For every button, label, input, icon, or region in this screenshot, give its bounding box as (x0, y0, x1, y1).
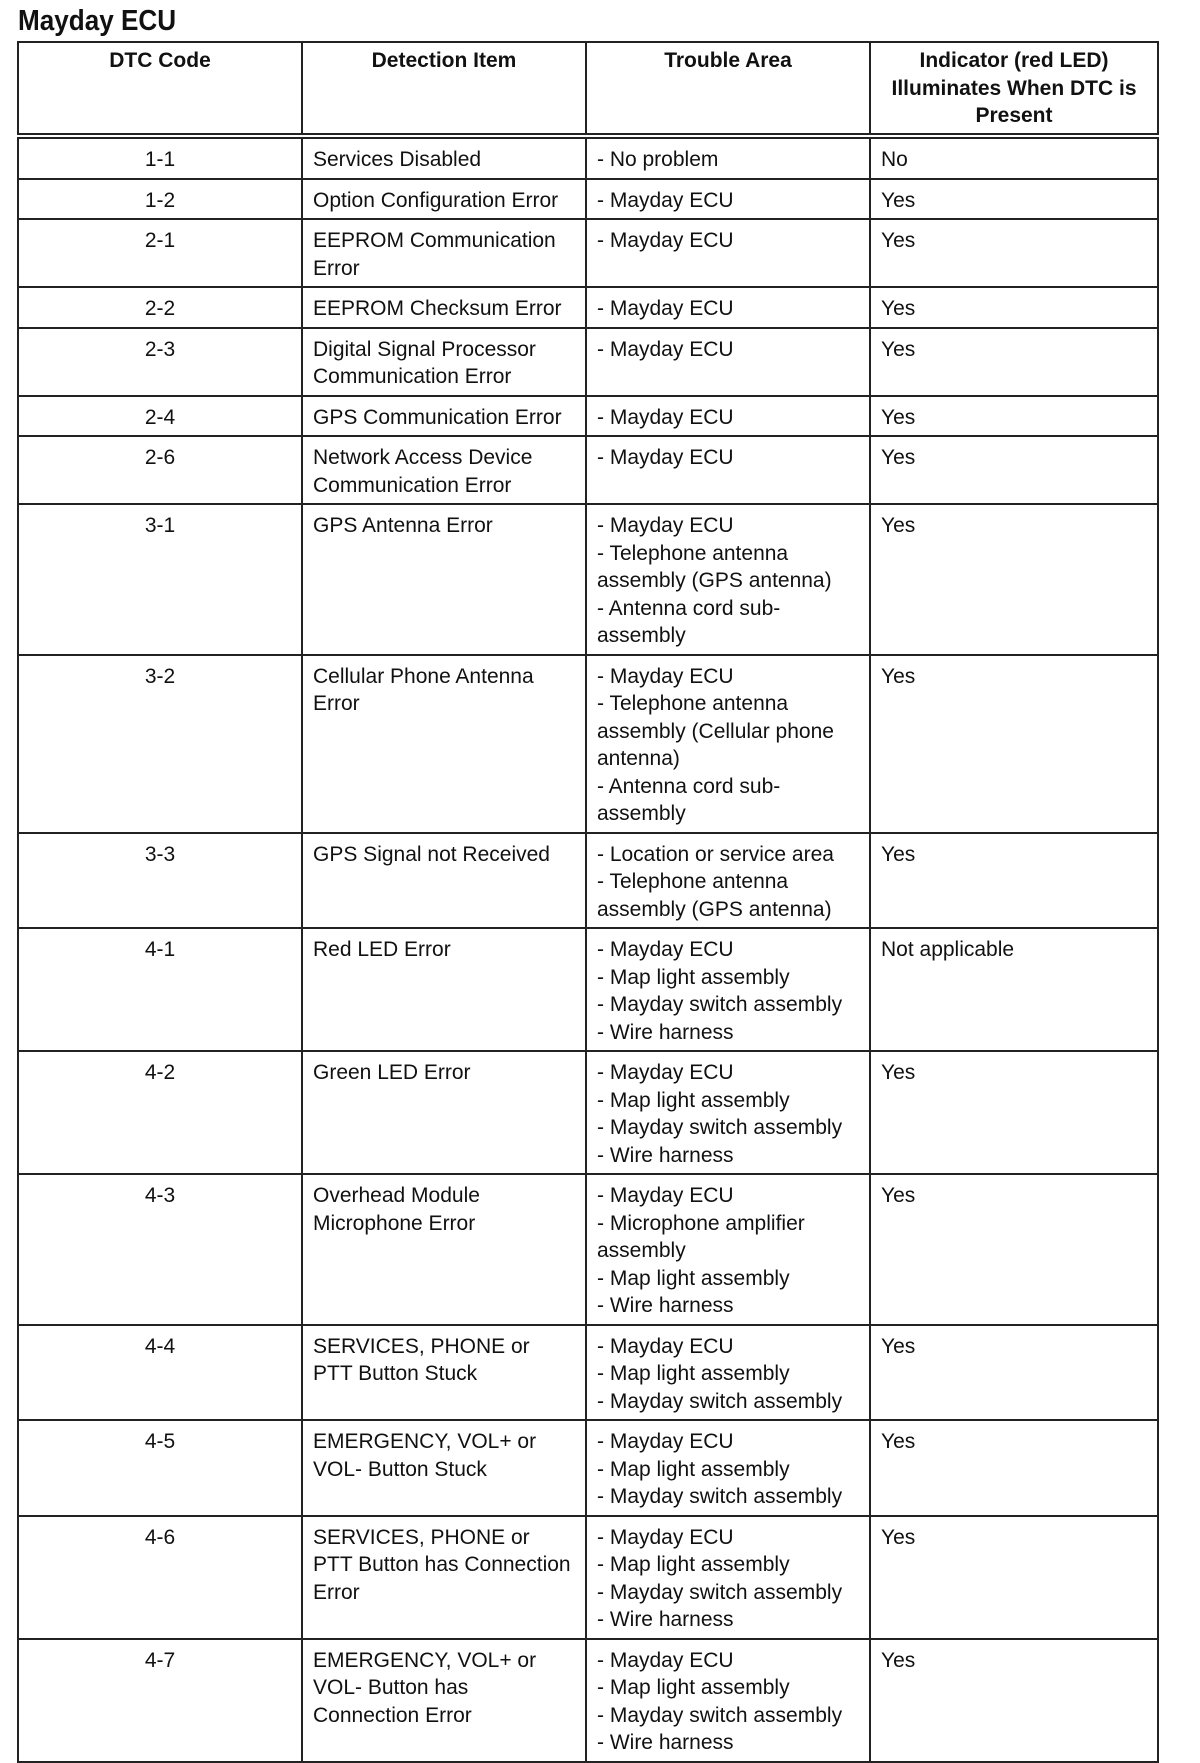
trouble-area-cell (586, 396, 870, 437)
detection-item-cell: EEPROM Checksum Error (302, 287, 586, 328)
trouble-area-cell (586, 436, 870, 504)
table-row (18, 287, 1158, 328)
dtc-code-cell: 3-1 (18, 504, 302, 655)
trouble-area-cell (586, 1051, 870, 1174)
trouble-area-cell (586, 655, 870, 833)
dtc-code-cell: 1-1 (18, 136, 302, 179)
dtc-code-cell: 1-2 (18, 179, 302, 220)
table-row (18, 1325, 1158, 1421)
trouble-area-line: - Telephone antenna assembly (Cellular phone antenna) (597, 692, 834, 770)
trouble-area-cell (586, 136, 870, 179)
trouble-area-line: - Antenna cord sub-assembly (597, 596, 781, 647)
trouble-area-line: - Telephone antenna assembly (GPS antenna) (597, 870, 832, 921)
trouble-area-line: - Mayday switch assembly (597, 993, 843, 1016)
trouble-area-line: - Wire harness (597, 1608, 734, 1631)
detection-item-cell: GPS Signal not Received (302, 833, 586, 929)
trouble-area-line: - No problem (597, 148, 719, 171)
detection-item-cell: EMERGENCY, VOL+ or VOL- Button Stuck (302, 1420, 586, 1516)
detection-item-cell: SERVICES, PHONE or PTT Button has Connection Error (302, 1516, 586, 1639)
dtc-code-cell: 2-3 (18, 328, 302, 396)
trouble-area-line: - Mayday ECU (597, 1061, 734, 1084)
dtc-code-cell: 2-1 (18, 219, 302, 287)
dtc-code-cell: 3-2 (18, 655, 302, 833)
detection-item-cell: Network Access Device Communication Error (302, 436, 586, 504)
trouble-area-line: - Map light assembly (597, 1266, 790, 1290)
trouble-area-cell (586, 287, 870, 328)
trouble-area-line: - Mayday ECU (597, 1334, 734, 1358)
dtc-code-cell: 4-6 (18, 1516, 302, 1639)
trouble-area-line: - Mayday ECU (597, 938, 734, 961)
indicator-cell: Yes (870, 1051, 1158, 1174)
table-row (18, 436, 1158, 504)
trouble-area-line: - Wire harness (597, 1731, 734, 1754)
indicator-cell: Yes (870, 1174, 1158, 1325)
table-row (18, 396, 1158, 437)
dtc-code-cell: 2-2 (18, 287, 302, 328)
trouble-area-line: - Mayday ECU (597, 297, 734, 320)
dtc-code-cell: 2-6 (18, 436, 302, 504)
dtc-code-cell: 4-3 (18, 1174, 302, 1325)
header-dtc-code: DTC Code (18, 42, 302, 136)
trouble-area-line: - Map light assembly (597, 1676, 790, 1699)
indicator-cell: Yes (870, 833, 1158, 929)
trouble-area-line: - Wire harness (597, 1020, 734, 1044)
table-row (18, 179, 1158, 220)
trouble-area-cell (586, 833, 870, 929)
trouble-area-line: - Map light assembly (597, 1457, 790, 1481)
trouble-area-line: - Map light assembly (597, 965, 790, 989)
trouble-area-line: - Mayday ECU (597, 188, 734, 212)
dtc-code-cell: 4-2 (18, 1051, 302, 1174)
trouble-area-cell (586, 1516, 870, 1639)
trouble-area-line: - Map light assembly (597, 1088, 790, 1112)
indicator-cell: Not applicable (870, 928, 1158, 1051)
dtc-code-cell: 4-7 (18, 1639, 302, 1762)
trouble-area-line: - Antenna cord sub-assembly (597, 774, 781, 825)
dtc-table (17, 41, 1159, 1763)
trouble-area-line: - Wire harness (597, 1143, 734, 1167)
detection-item-cell: EEPROM Communication Error (302, 219, 586, 287)
table-row (18, 504, 1158, 655)
trouble-area-line: - Mayday ECU (597, 405, 734, 429)
detection-item-cell: Green LED Error (302, 1051, 586, 1174)
indicator-cell: Yes (870, 1639, 1158, 1762)
table-row (18, 219, 1158, 287)
indicator-cell: No (870, 136, 1158, 179)
table-row (18, 136, 1158, 179)
trouble-area-cell (586, 1174, 870, 1325)
trouble-area-line: - Mayday switch assembly (597, 1389, 843, 1413)
trouble-area-line: - Mayday ECU (597, 1184, 734, 1207)
header-row (18, 42, 1158, 136)
trouble-area-line: - Mayday switch assembly (597, 1580, 843, 1604)
trouble-area-line: - Location or service area (597, 842, 834, 866)
detection-item-cell: Digital Signal Processor Communication Error (302, 328, 586, 396)
dtc-code-cell: 4-1 (18, 928, 302, 1051)
indicator-cell: Yes (870, 396, 1158, 437)
table-row (18, 1174, 1158, 1325)
trouble-area-line: - Map light assembly (597, 1362, 790, 1385)
table-row (18, 655, 1158, 833)
detection-item-cell: GPS Antenna Error (302, 504, 586, 655)
detection-item-cell: Cellular Phone Antenna Error (302, 655, 586, 833)
detection-item-cell: Red LED Error (302, 928, 586, 1051)
trouble-area-line: - Map light assembly (597, 1553, 790, 1576)
trouble-area-line: - Mayday ECU (597, 1648, 734, 1672)
trouble-area-cell (586, 328, 870, 396)
trouble-area-line: - Mayday ECU (597, 664, 734, 688)
table-row (18, 1051, 1158, 1174)
detection-item-cell: Services Disabled (302, 136, 586, 179)
table-header (18, 42, 1158, 136)
table-row (18, 1516, 1158, 1639)
indicator-cell: Yes (870, 1325, 1158, 1421)
table-row (18, 833, 1158, 929)
trouble-area-line: - Mayday ECU (597, 514, 734, 537)
dtc-code-cell: 3-3 (18, 833, 302, 929)
trouble-area-line: - Mayday ECU (597, 337, 734, 361)
trouble-area-line: - Telephone antenna assembly (GPS antenna) (597, 541, 832, 592)
detection-item-cell: EMERGENCY, VOL+ or VOL- Button has Connection Error (302, 1639, 586, 1762)
trouble-area-line: - Mayday switch assembly (597, 1485, 843, 1508)
detection-item-cell: GPS Communication Error (302, 396, 586, 437)
trouble-area-line: - Mayday ECU (597, 229, 734, 252)
table-row (18, 928, 1158, 1051)
trouble-area-cell (586, 179, 870, 220)
dtc-code-cell: 2-4 (18, 396, 302, 437)
table-body (18, 136, 1158, 1762)
trouble-area-line: - Mayday ECU (597, 1430, 734, 1453)
trouble-area-cell (586, 1639, 870, 1762)
indicator-cell: Yes (870, 219, 1158, 287)
indicator-cell: Yes (870, 287, 1158, 328)
table-row (18, 1639, 1158, 1762)
indicator-cell: Yes (870, 179, 1158, 220)
table-row (18, 1420, 1158, 1516)
trouble-area-cell (586, 504, 870, 655)
trouble-area-line: - Mayday switch assembly (597, 1116, 843, 1139)
trouble-area-line: - Mayday ECU (597, 1525, 734, 1549)
trouble-area-line: - Mayday switch assembly (597, 1703, 843, 1727)
detection-item-cell: SERVICES, PHONE or PTT Button Stuck (302, 1325, 586, 1421)
table-row (18, 328, 1158, 396)
header-detection-item: Detection Item (302, 42, 586, 136)
trouble-area-cell (586, 928, 870, 1051)
detection-item-cell: Overhead Module Microphone Error (302, 1174, 586, 1325)
indicator-cell: Yes (870, 504, 1158, 655)
detection-item-cell: Option Configuration Error (302, 179, 586, 220)
indicator-cell: Yes (870, 328, 1158, 396)
page-title: Mayday ECU (18, 5, 177, 37)
trouble-area-cell (586, 1420, 870, 1516)
trouble-area-cell (586, 219, 870, 287)
trouble-area-line: - Mayday ECU (597, 446, 734, 469)
dtc-code-cell: 4-4 (18, 1325, 302, 1421)
indicator-cell: Yes (870, 655, 1158, 833)
indicator-cell: Yes (870, 1516, 1158, 1639)
header-trouble-area: Trouble Area (586, 42, 870, 136)
indicator-cell: Yes (870, 1420, 1158, 1516)
header-indicator: Indicator (red LED) Illuminates When DTC is Present (870, 42, 1158, 136)
trouble-area-cell (586, 1325, 870, 1421)
indicator-cell: Yes (870, 436, 1158, 504)
trouble-area-line: - Wire harness (597, 1294, 734, 1317)
trouble-area-line: - Microphone amplifier assembly (597, 1211, 805, 1262)
dtc-code-cell: 4-5 (18, 1420, 302, 1516)
